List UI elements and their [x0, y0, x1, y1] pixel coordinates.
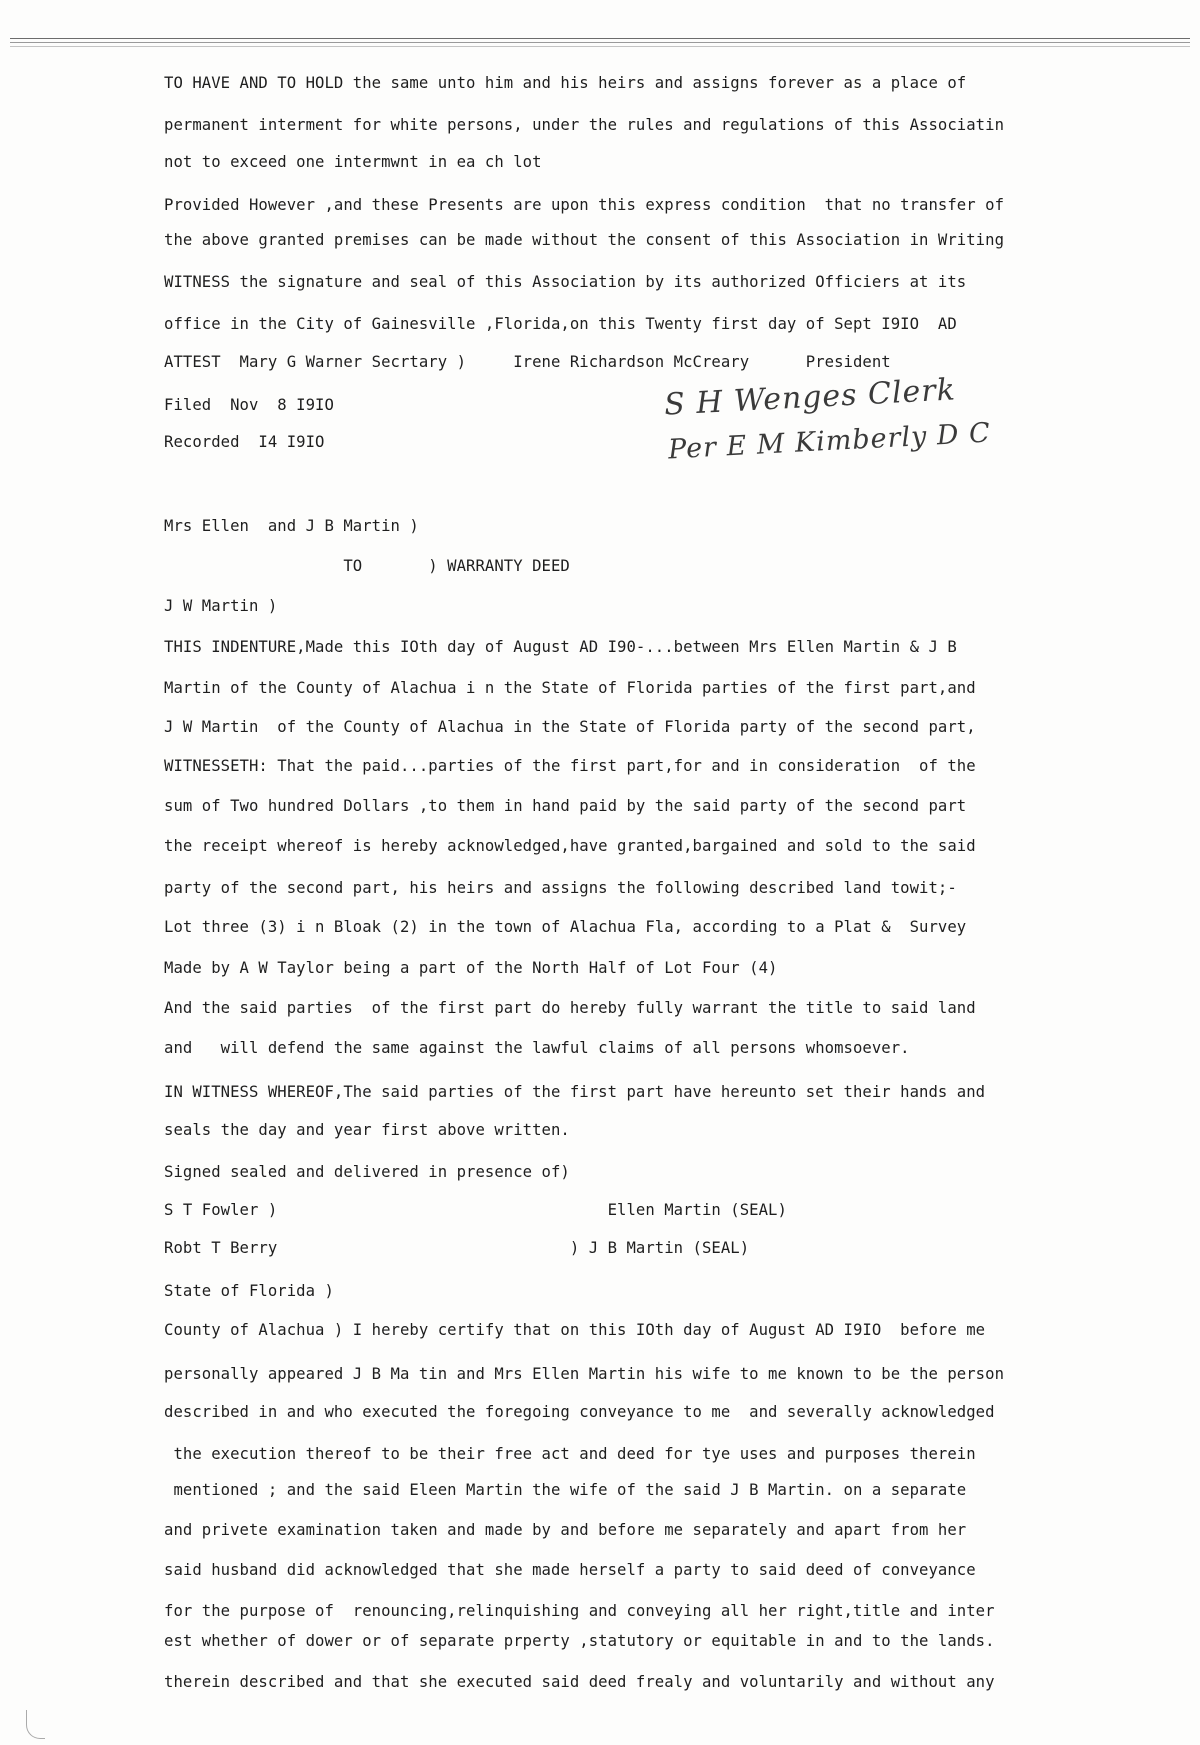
text-line: said husband did acknowledged that she made herself a party to said deed of conveyance: [164, 1561, 976, 1579]
text-line: described in and who executed the foregoing conveyance to me and severally acknowledged: [164, 1403, 995, 1421]
top-rule: [10, 42, 1190, 43]
text-line: TO HAVE AND TO HOLD the same unto him and his heirs and assigns forever as a place of: [164, 74, 967, 92]
text-line: Martin of the County of Alachua i n the State of Florida parties of the first part,and: [164, 679, 976, 697]
text-line: the above granted premises can be made without the consent of this Association in Writing: [164, 231, 1005, 249]
text-line: WITNESS the signature and seal of this Association by its authorized Officiers at its: [164, 273, 967, 291]
deputy-signature: Per E M Kimberly D C: [667, 417, 992, 466]
text-line: County of Alachua ) I hereby certify that on this IOth day of August AD I9IO before me: [164, 1321, 986, 1339]
text-line: office in the City of Gainesville ,Florida,on this Twenty first day of Sept I9IO AD: [164, 315, 957, 333]
text-line: And the said parties of the first part do hereby fully warrant the title to said land: [164, 999, 976, 1017]
text-line: est whether of dower or of separate prperty ,statutory or equitable in and to the lands.: [164, 1632, 995, 1650]
text-line: party of the second part, his heirs and assigns the following described land towit;-: [164, 879, 957, 897]
text-line: J W Martin ): [164, 597, 278, 615]
text-line: not to exceed one intermwnt in ea ch lot: [164, 153, 542, 171]
clerk-signature: S H Wenges Clerk: [663, 372, 957, 423]
text-line: Mrs Ellen and J B Martin ): [164, 517, 419, 535]
text-line: for the purpose of renouncing,relinquishing and conveying all her right,title and inter: [164, 1602, 995, 1620]
text-line: Lot three (3) i n Bloak (2) in the town of Alachua Fla, according to a Plat & Survey: [164, 918, 967, 936]
text-line: Robt T Berry ) J B Martin (SEAL): [164, 1239, 750, 1257]
text-line: personally appeared J B Ma tin and Mrs Ellen Martin his wife to me known to be the person: [164, 1365, 1005, 1383]
text-line: J W Martin of the County of Alachua in the State of Florida party of the second part,: [164, 718, 976, 736]
text-line: THIS INDENTURE,Made this IOth day of August AD I90-...between Mrs Ellen Martin & J B: [164, 638, 957, 656]
text-line: Filed Nov 8 I9IO: [164, 396, 334, 414]
text-line: Signed sealed and delivered in presence of): [164, 1163, 570, 1181]
text-line: the execution thereof to be their free act and deed for tye uses and purposes therein: [164, 1445, 976, 1463]
text-line: mentioned ; and the said Eleen Martin the wife of the said J B Martin. on a separate: [164, 1481, 967, 1499]
text-line: sum of Two hundred Dollars ,to them in hand paid by the said party of the second part: [164, 797, 967, 815]
text-line: Made by A W Taylor being a part of the North Half of Lot Four (4): [164, 959, 778, 977]
text-line: IN WITNESS WHEREOF,The said parties of the first part have hereunto set their hands and: [164, 1083, 986, 1101]
text-line: seals the day and year first above written.: [164, 1121, 570, 1139]
text-line: the receipt whereof is hereby acknowledged,have granted,bargained and sold to the said: [164, 837, 976, 855]
text-line: Provided However ,and these Presents are upon this express condition that no transfer of: [164, 196, 1005, 214]
text-line: TO ) WARRANTY DEED: [164, 557, 570, 575]
text-line: and will defend the same against the lawful claims of all persons whomsoever.: [164, 1039, 910, 1057]
top-rule: [10, 46, 1190, 47]
top-rule: [10, 38, 1190, 39]
text-line: Recorded I4 I9IO: [164, 433, 325, 451]
text-line: S T Fowler ) Ellen Martin (SEAL): [164, 1201, 787, 1219]
page-corner-edge: [26, 1710, 45, 1739]
text-line: State of Florida ): [164, 1282, 334, 1300]
text-line: therein described and that she executed said deed frealy and voluntarily and without any: [164, 1673, 995, 1691]
text-line: ATTEST Mary G Warner Secrtary ) Irene Richardson McCreary President: [164, 353, 891, 371]
text-line: and privete examination taken and made by and before me separately and apart from her: [164, 1521, 967, 1539]
text-line: permanent interment for white persons, under the rules and regulations of this Associatin: [164, 116, 1005, 134]
text-line: WITNESSETH: That the paid...parties of the first part,for and in consideration of the: [164, 757, 976, 775]
